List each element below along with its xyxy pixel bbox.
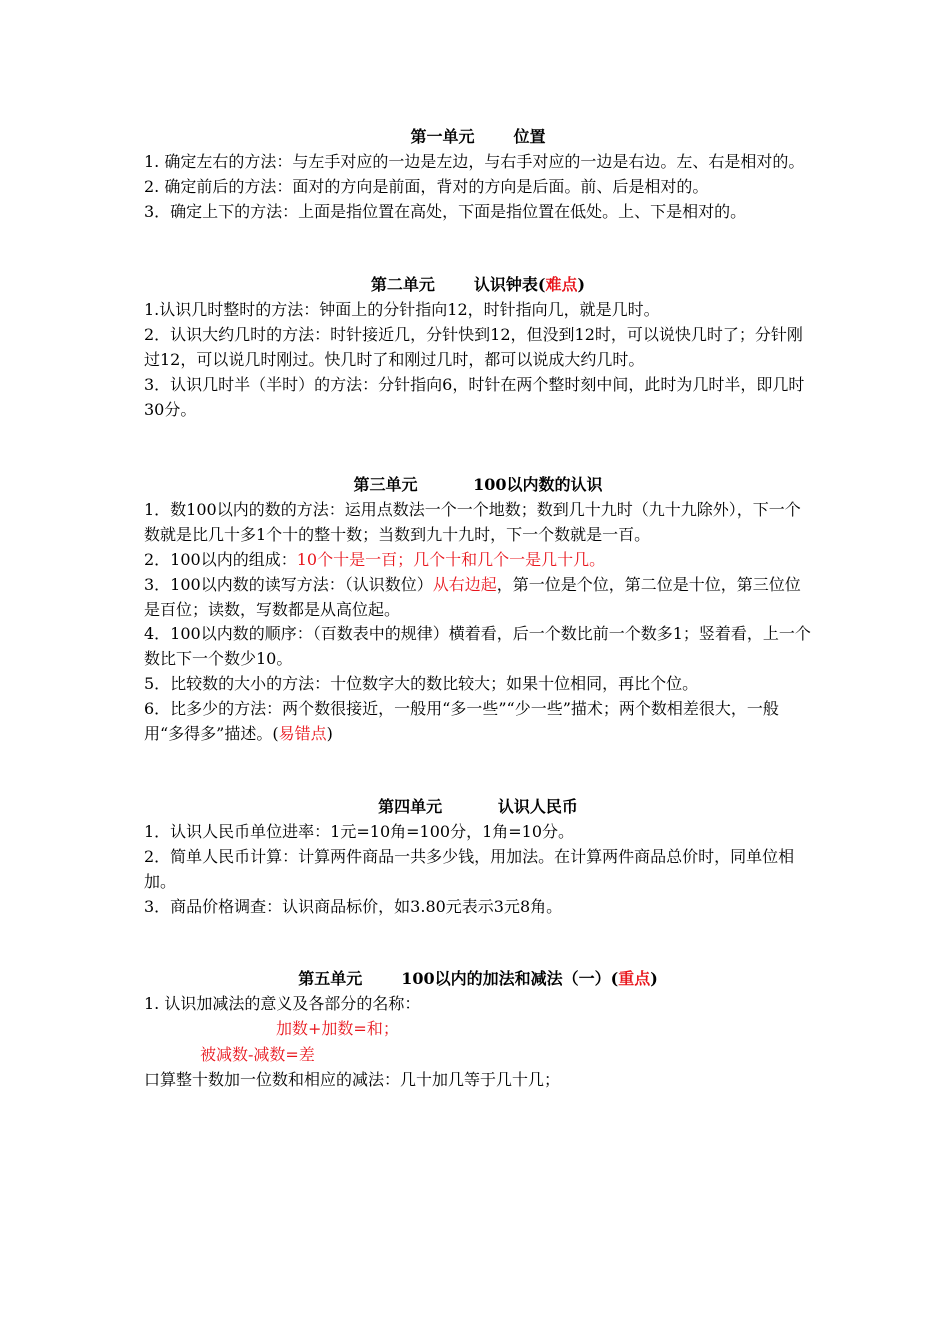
- unit3-item-6-text: 6．比多少的方法：两个数很接近，一般用“多一些”“少一些”描术；两个数相差很大，一般用“多得多”描述。(: [144, 698, 779, 743]
- unit2-item-3: 3．认识几时半（半时）的方法：分针指向6，时针在两个整时刻中间，此时为几时半，即几时30分。: [144, 374, 805, 419]
- unit3-item-2-text: 2．100以内的组成：: [144, 549, 297, 569]
- unit3-item-6-end: ): [326, 723, 333, 743]
- unit4-item-3: 3．商品价格调查：认识商品标价，如3.80元表示3元8角。: [144, 896, 563, 916]
- unit4-title: 第四单元 认识人民币: [378, 797, 578, 817]
- unit5-item-2: 口算整十数加一位数和相应的减法：几十加几等于几十几；: [144, 1070, 561, 1090]
- unit2-title: [144, 272, 812, 298]
- section-spacer: [144, 422, 812, 472]
- unit1-item-2: 2. 确定前后的方法：面对的方向是前面，背对的方向是后面。前、后是相对的。: [144, 176, 709, 196]
- unit5-title: [144, 966, 812, 992]
- unit3-item-3: [144, 573, 812, 623]
- unit3-item-2: [144, 548, 812, 573]
- unit2-item-2: 2．认识大约几时的方法：时针接近几，分针快到12，但没到12时，可以说快几时了；分针刚过12，可以说几时刚过。快几时了和刚过几时，都可以说成大约几时。: [144, 325, 803, 369]
- addition-formula: 加数+加数=和；: [276, 1019, 399, 1039]
- subtraction-formula: 被减数-减数=差: [200, 1045, 315, 1065]
- unit1-item-3: 3．确定上下的方法：上面是指位置在高处，下面是指位置在低处。上、下是相对的。: [144, 201, 747, 221]
- unit2-title-end: ): [577, 275, 586, 295]
- unit1-item-1: 1. 确定左右的方法：与左手对应的一边是左边，与右手对应的一边是右边。左、右是相对的。: [144, 152, 805, 171]
- unit3-item-3-highlight: 从右边起: [432, 574, 497, 594]
- unit5-title-end: ): [650, 968, 658, 988]
- unit3-item-3-text: 3．100以内数的读写方法：（认识数位）: [144, 574, 433, 594]
- unit3-item-3-rest: ，第一位是个位，第二位是十位，第三位位是百位；读数，写数都是从高位起。: [144, 574, 801, 619]
- unit3-item-6: [144, 697, 812, 747]
- unit4-item-2: 2．简单人民币计算：计算两件商品一共多少钱，用加法。在计算两件商品总价时，同单位相加。: [144, 847, 795, 891]
- unit3-item-2-highlight: 10个十是一百；几个十和几个一是几十几。: [296, 549, 606, 569]
- section-spacer: [144, 746, 812, 794]
- unit2-item-1: 1.认识几时整时的方法：钟面上的分针指向12，时针指向几，就是几时。: [144, 300, 660, 320]
- section-spacer: [144, 920, 812, 966]
- error-prone-badge: 易错点: [278, 723, 327, 743]
- unit5-title-main: 第五单元 100以内的加法和减法（一）(: [298, 968, 619, 988]
- unit3-item-4: 4．100以内数的顺序：（百数表中的规律）横着看，后一个数比前一个数多1；竖着看，上一个数比下一个数少10。: [144, 624, 811, 669]
- unit3-title: 第三单元 100以内数的认识: [353, 475, 603, 495]
- unit3-item-1: 1．数100以内的数的方法：运用点数法一个一个地数；数到几十九时（九十九除外），下一个数就是比几十多1个十的整十数；当数到九十九时，下一个数就是一百。: [144, 500, 801, 545]
- unit3-item-5: 5．比较数的大小的方法：十位数字大的数比较大；如果十位相同，再比个位。: [144, 673, 699, 693]
- unit2-title-main: 第二单元 认识钟表(: [370, 275, 546, 295]
- unit5-item-1: 1. 认识加减法的意义及各部分的名称：: [144, 993, 421, 1013]
- difficulty-badge: 难点: [545, 275, 578, 295]
- key-point-badge: 重点: [618, 968, 651, 988]
- section-spacer: [144, 224, 812, 272]
- unit4-item-1: 1．认识人民币单位进率：1元=10角=100分，1角=10分。: [144, 822, 575, 842]
- unit1-title: 第一单元 位置: [410, 127, 546, 146]
- document-content: [144, 124, 812, 1093]
